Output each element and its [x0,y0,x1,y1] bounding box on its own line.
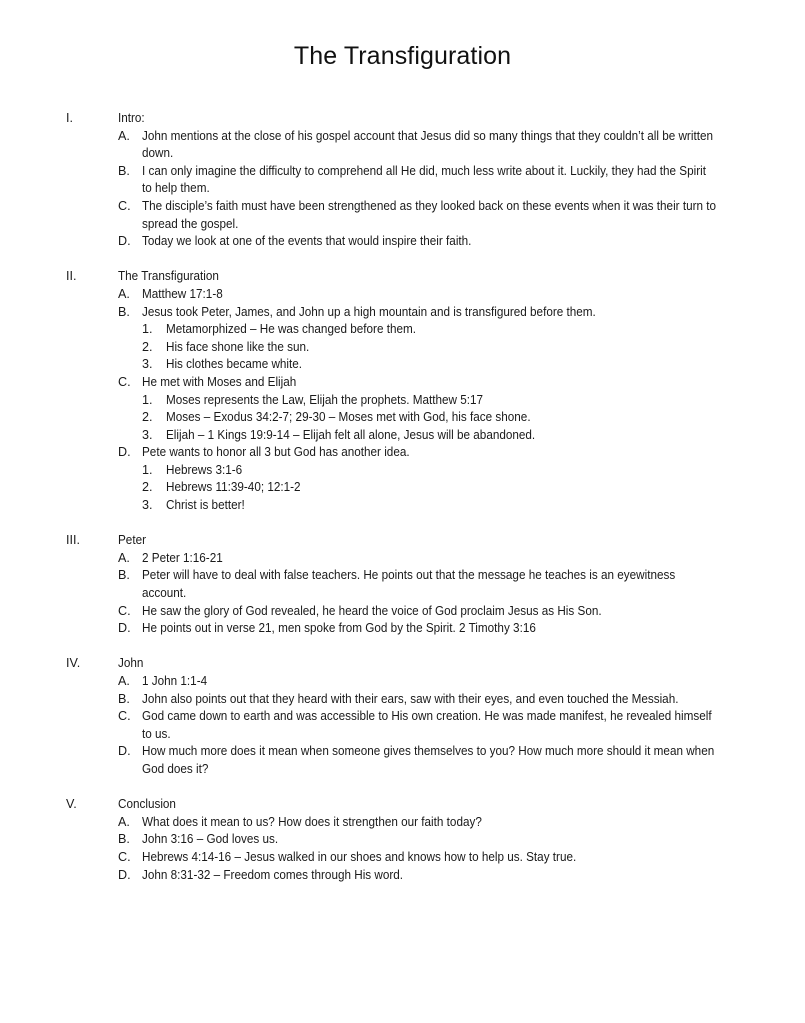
section-numeral: IV. [66,656,81,671]
section-heading [0,532,805,550]
outline-subpoint [0,356,805,374]
point-text: He saw the glory of God revealed, he heard the voice of God proclaim Jesus as His Son. [142,603,602,618]
subpoint-number: 1. [142,322,153,337]
outline-point [0,814,805,832]
outline-point [0,831,805,849]
subpoint-number: 2. [142,410,153,425]
subpoint-number: 2. [142,480,153,495]
point-letter: B. [118,304,130,319]
point-letter: B. [118,163,130,178]
section-numeral: I. [66,111,73,125]
outline-point [0,567,805,602]
subpoint-text: Moses represents the Law, Elijah the prophets. Matthew 5:17 [166,392,484,407]
point-letter: B. [118,691,130,706]
subpoint-text: Metamorphized – He was changed before them. [166,322,417,337]
outline-subpoint [0,497,805,515]
point-letter: B. [118,832,130,847]
point-text: Jesus took Peter, James, and John up a high mountain and is transfigured before them. [142,304,596,319]
subpoint-number: 3. [142,357,153,372]
outline-section [0,655,805,778]
point-text: What does it mean to us? How does it strengthen our faith today? [142,814,482,829]
outline-section [0,796,805,884]
outline-subpoint [0,409,805,427]
outline-point [0,603,805,621]
point-letter: C. [118,198,131,213]
subpoint-text: Christ is better! [166,498,245,513]
outline-subpoint [0,479,805,497]
point-letter: A. [118,550,130,565]
point-text: He points out in verse 21, men spoke from God by the Spirit. 2 Timothy 3:16 [142,621,536,636]
point-letter: C. [118,849,131,864]
point-text: John 3:16 – God loves us. [142,832,279,847]
document-title: The Transfiguration [293,42,512,70]
outline-section [0,532,805,638]
outline-point [0,849,805,867]
outline-point [0,304,805,322]
subpoint-number: 2. [142,339,153,354]
point-letter: B. [118,568,130,583]
section-title: John [118,656,144,671]
subpoint-number: 3. [142,427,153,442]
point-text: Hebrews 4:14-16 – Jesus walked in our shoes and knows how to help us. Stay true. [142,849,577,864]
section-title: Peter [118,533,147,548]
section-heading [0,268,805,286]
point-letter: A. [118,128,130,143]
section-heading [0,110,805,128]
outline-point [0,374,805,392]
point-letter: D. [118,445,131,460]
outline-point [0,163,805,198]
point-letter: C. [118,709,131,724]
subpoint-text: Hebrews 11:39-40; 12:1-2 [166,480,301,495]
point-letter: D. [118,744,131,759]
section-title: The Transfiguration [118,269,219,284]
outline-subpoint [0,392,805,410]
point-text: 1 John 1:1-4 [142,674,208,688]
point-letter: C. [118,603,131,618]
outline-point [0,708,805,743]
outline-point [0,444,805,462]
outline-subpoint [0,462,805,480]
outline-point [0,550,805,568]
subpoint-text: His clothes became white. [166,357,303,372]
sermon-outline [0,110,805,902]
outline-point [0,620,805,638]
outline-point [0,867,805,885]
outline-subpoint [0,321,805,339]
subpoint-text: His face shone like the sun. [166,339,310,354]
subpoint-text: Elijah – 1 Kings 19:9-14 – Elijah felt all alone, Jesus will be abandoned. [166,427,536,442]
point-text: Today we look at one of the events that would inspire their faith. [142,234,472,249]
outline-point [0,198,805,233]
point-text: Peter will have to deal with false teachers. He points out that the message he teaches is an eyewitness account. [142,568,676,601]
section-heading [0,796,805,814]
point-letter: D. [118,867,131,882]
outline-point [0,691,805,709]
point-text: 2 Peter 1:16-21 [142,550,223,565]
subpoint-text: Moses – Exodus 34:2-7; 29-30 – Moses met with God, his face shone. [166,410,531,425]
section-numeral: III. [66,533,80,548]
subpoint-number: 3. [142,498,153,513]
point-text: John also points out that they heard with their ears, saw with their eyes, and even touched the Messiah. [142,691,679,706]
point-text: The disciple’s faith must have been strengthened as they looked back on these events when it was their turn to spread the gospel. [142,198,717,231]
outline-point [0,233,805,251]
subpoint-number: 1. [142,392,153,407]
point-letter: D. [118,621,131,636]
section-numeral: II. [66,269,77,284]
point-text: John mentions at the close of his gospel account that Jesus did so many things that they couldn’t all be written down. [142,128,713,161]
point-letter: A. [118,814,130,829]
point-text: Pete wants to honor all 3 but God has another idea. [142,445,410,460]
outline-point [0,673,805,691]
outline-point [0,128,805,163]
point-text: John 8:31-32 – Freedom comes through His word. [142,867,404,882]
section-title: Conclusion [118,797,176,812]
point-letter: D. [118,234,131,249]
section-title: Intro: [118,111,145,125]
section-heading [0,655,805,673]
point-letter: A. [118,286,130,301]
point-text: Matthew 17:1-8 [142,286,223,301]
subpoint-text: Hebrews 3:1-6 [166,462,243,477]
outline-subpoint [0,427,805,445]
point-letter: C. [118,374,131,389]
outline-point [0,743,805,778]
point-letter: A. [118,674,130,688]
point-text: He met with Moses and Elijah [142,374,297,389]
outline-section [0,268,805,514]
point-text: God came down to earth and was accessible to His own creation. He was made manifest, he revealed himself to us. [142,709,712,741]
outline-subpoint [0,339,805,357]
point-text: How much more does it mean when someone gives themselves to you? How much more should it mean when God does it? [142,744,715,776]
point-text: I can only imagine the difficulty to comprehend all He did, much less write about it. Luckily, they had the Spirit to help them. [142,163,707,196]
outline-section [0,110,805,251]
outline-point [0,286,805,304]
subpoint-number: 1. [142,462,153,477]
section-numeral: V. [66,797,77,812]
